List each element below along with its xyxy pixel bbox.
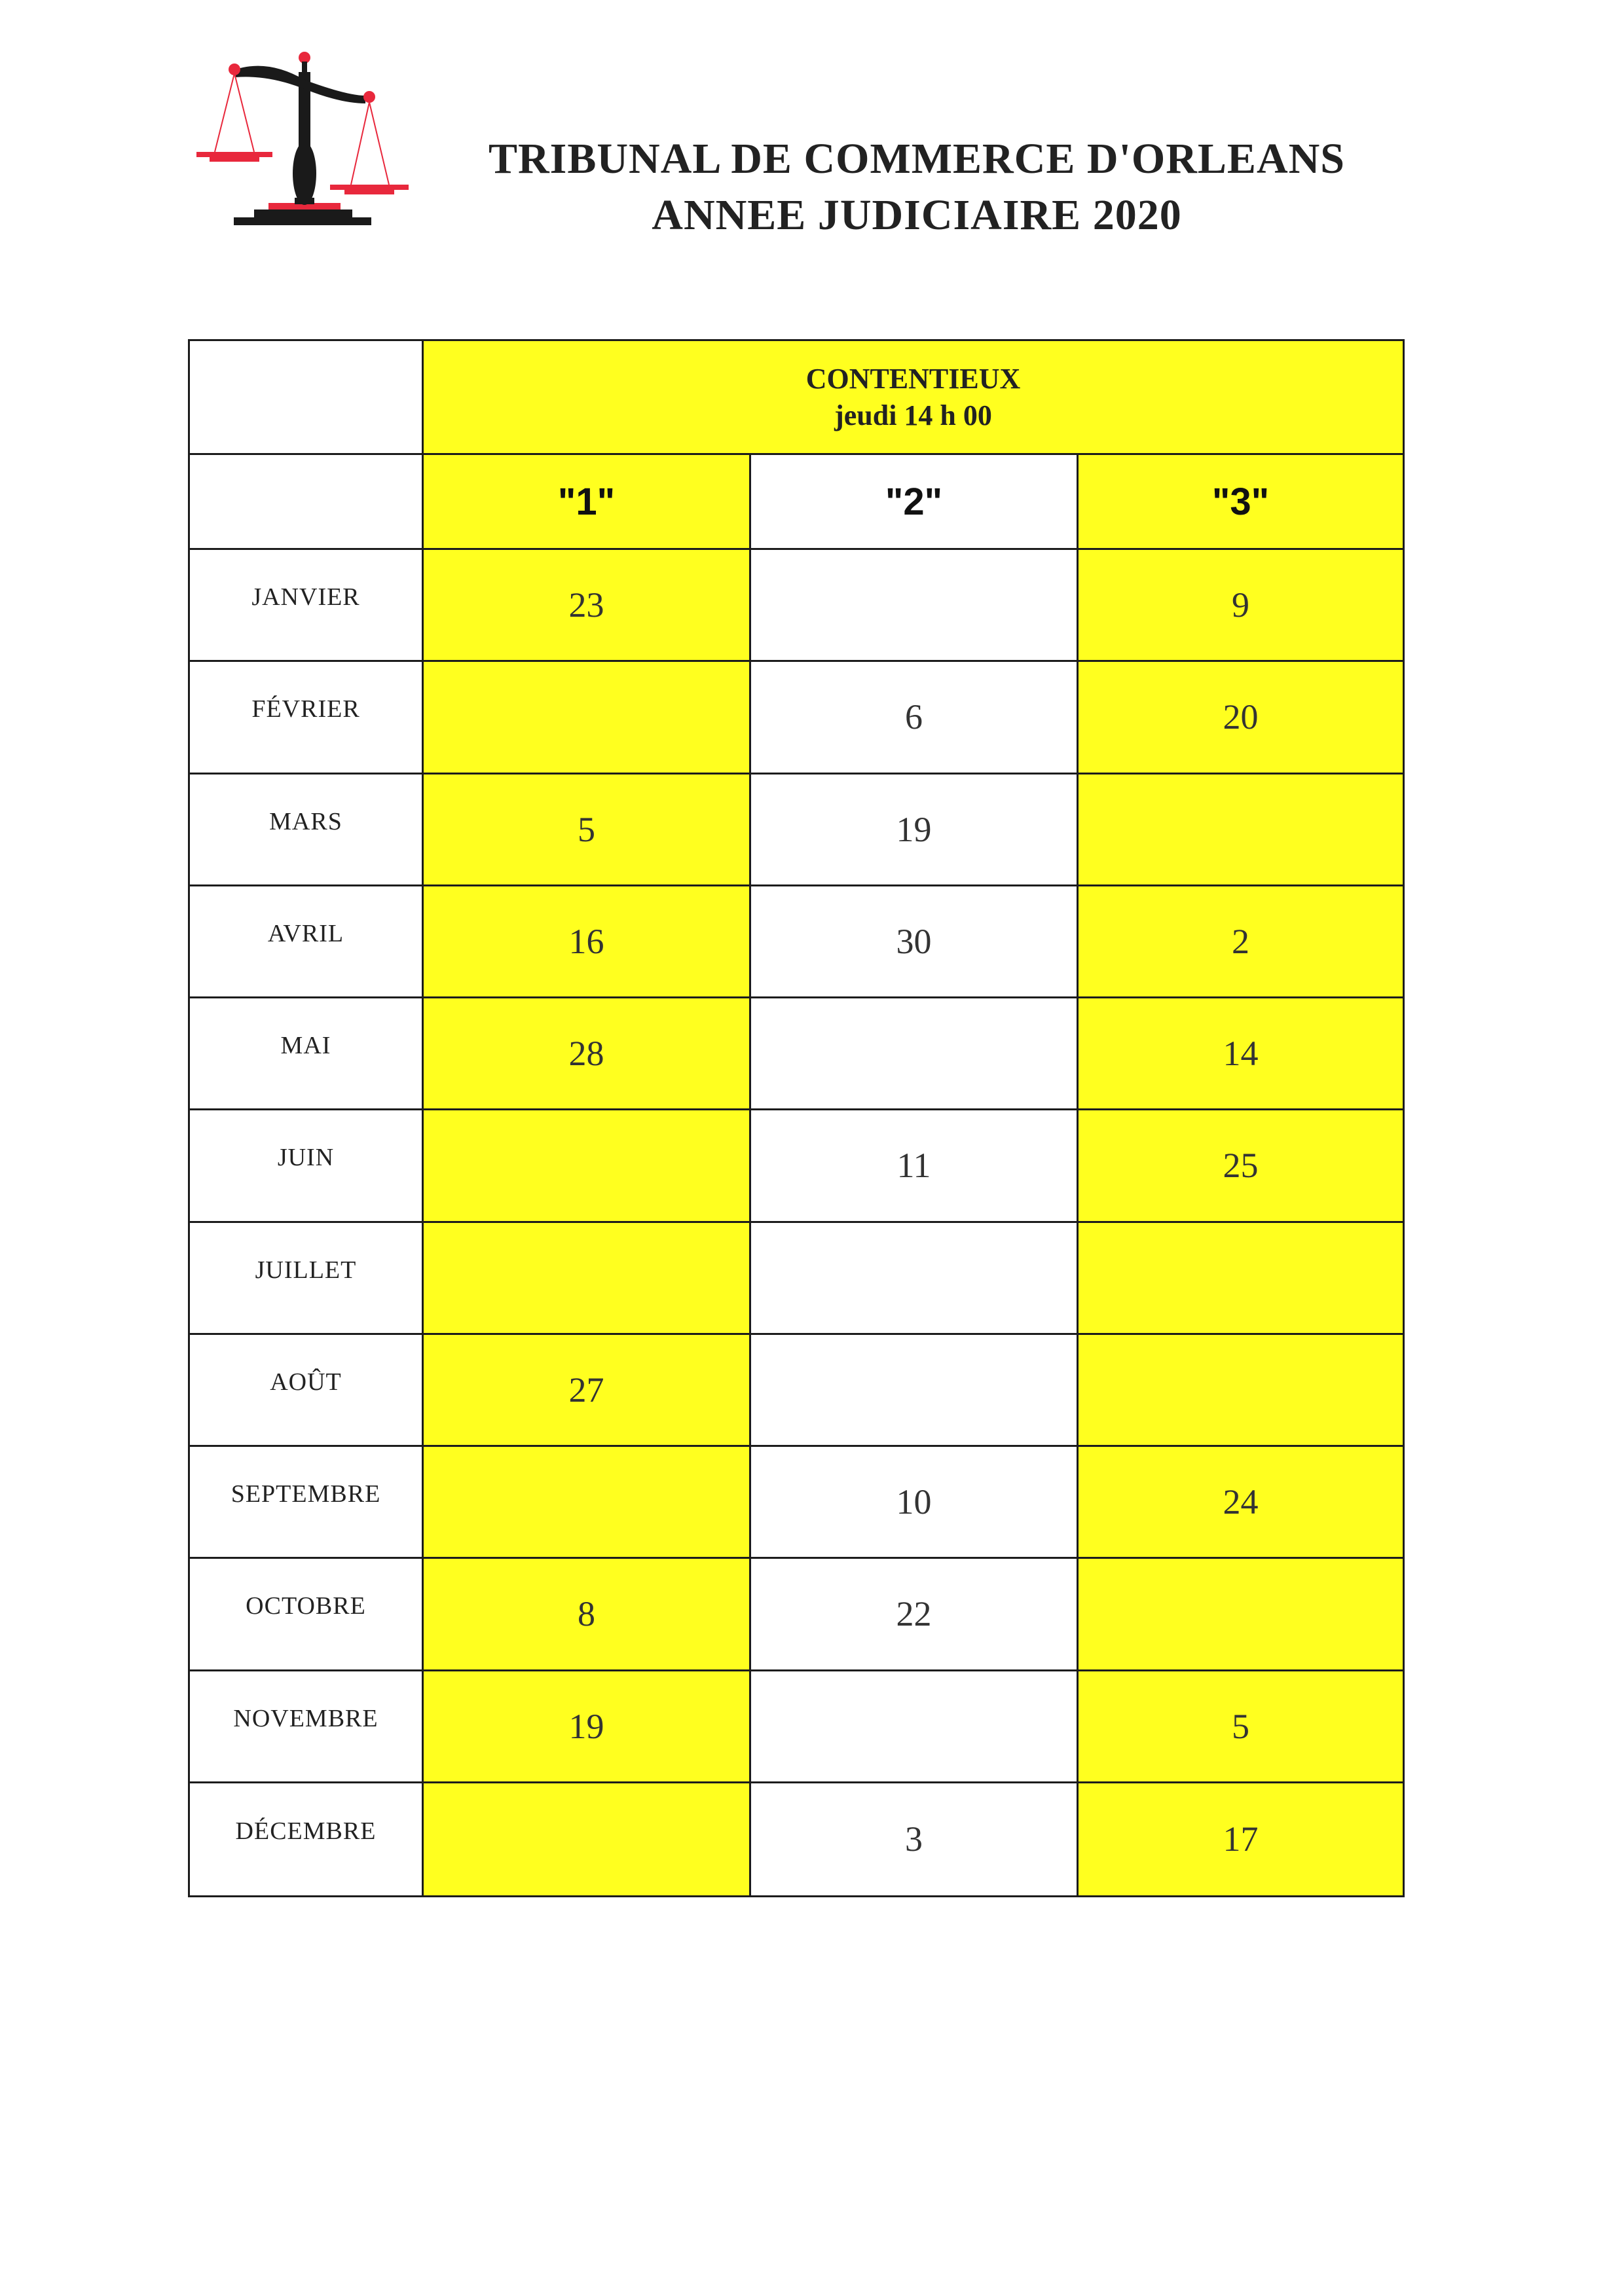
hearing-day-cell-3: 5 [1079, 1671, 1403, 1783]
scales-of-justice-icon [190, 46, 426, 242]
group-subtitle: jeudi 14 h 00 [834, 399, 992, 431]
document-title [419, 131, 1414, 244]
hearing-day-cell-1: 27 [424, 1335, 751, 1447]
hearing-day-cell-2: 22 [751, 1559, 1079, 1671]
table-corner-cell [190, 341, 424, 455]
hearing-day-cell-3 [1079, 1335, 1403, 1447]
month-label: DÉCEMBRE [190, 1783, 424, 1895]
hearing-day-cell-2: 11 [751, 1110, 1079, 1222]
hearing-schedule-table [188, 339, 1405, 1897]
month-label: MAI [190, 998, 424, 1110]
hearing-day-cell-3 [1079, 774, 1403, 886]
hearing-day-cell-1: 28 [424, 998, 751, 1110]
month-label: AVRIL [190, 886, 424, 998]
hearing-day-cell-1 [424, 1223, 751, 1335]
hearing-day-cell-1 [424, 662, 751, 774]
month-label: MARS [190, 774, 424, 886]
month-label: AOÛT [190, 1335, 424, 1447]
hearing-day-cell-1: 19 [424, 1671, 751, 1783]
title-line-2: ANNEE JUDICIAIRE 2020 [652, 191, 1182, 239]
hearing-day-cell-2 [751, 1223, 1079, 1335]
group-title: CONTENTIEUX [805, 362, 1021, 395]
hearing-day-cell-1: 16 [424, 886, 751, 998]
hearing-day-cell-2: 3 [751, 1783, 1079, 1895]
hearing-day-cell-2: 19 [751, 774, 1079, 886]
month-label: FÉVRIER [190, 662, 424, 774]
group-header-contentieux [424, 341, 1403, 455]
title-line-1: TRIBUNAL DE COMMERCE D'ORLEANS [489, 135, 1345, 183]
hearing-day-cell-2: 10 [751, 1447, 1079, 1559]
hearing-day-cell-1: 8 [424, 1559, 751, 1671]
hearing-day-cell-1 [424, 1783, 751, 1895]
month-label: SEPTEMBRE [190, 1447, 424, 1559]
month-label: JUILLET [190, 1223, 424, 1335]
month-label: NOVEMBRE [190, 1671, 424, 1783]
hearing-day-cell-1 [424, 1110, 751, 1222]
hearing-day-cell-3: 24 [1079, 1447, 1403, 1559]
hearing-day-cell-3: 25 [1079, 1110, 1403, 1222]
hearing-day-cell-2 [751, 1671, 1079, 1783]
hearing-day-cell-2 [751, 550, 1079, 662]
hearing-day-cell-1 [424, 1447, 751, 1559]
hearing-day-cell-3: 20 [1079, 662, 1403, 774]
hearing-day-cell-2 [751, 1335, 1079, 1447]
hearing-day-cell-2: 30 [751, 886, 1079, 998]
hearing-day-cell-3: 2 [1079, 886, 1403, 998]
hearing-day-cell-2: 6 [751, 662, 1079, 774]
hearing-day-cell-3: 14 [1079, 998, 1403, 1110]
column-header-blank [190, 455, 424, 550]
column-header-3: "3" [1079, 455, 1403, 550]
column-header-2: "2" [751, 455, 1079, 550]
column-header-1: "1" [424, 455, 751, 550]
hearing-day-cell-1: 5 [424, 774, 751, 886]
hearing-day-cell-3 [1079, 1223, 1403, 1335]
hearing-day-cell-1: 23 [424, 550, 751, 662]
hearing-day-cell-3 [1079, 1559, 1403, 1671]
hearing-day-cell-3: 17 [1079, 1783, 1403, 1895]
hearing-day-cell-2 [751, 998, 1079, 1110]
hearing-day-cell-3: 9 [1079, 550, 1403, 662]
month-label: JANVIER [190, 550, 424, 662]
month-label: JUIN [190, 1110, 424, 1222]
month-label: OCTOBRE [190, 1559, 424, 1671]
